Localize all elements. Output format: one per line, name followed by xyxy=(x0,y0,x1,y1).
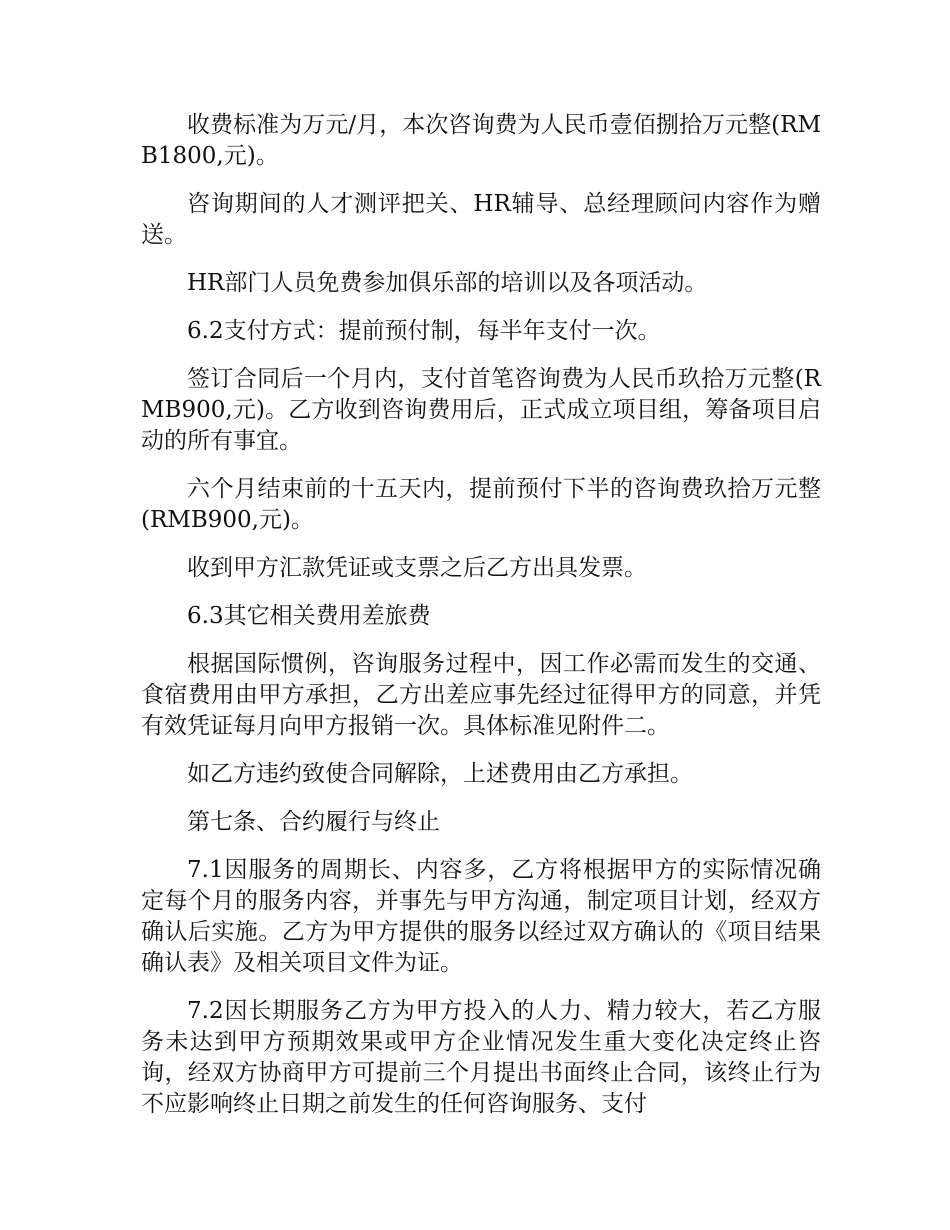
paragraph-payment-method: 6.2支付方式：提前预付制，每半年支付一次。 xyxy=(187,318,661,344)
paragraph-article-seven-heading: 第七条、合约履行与终止 xyxy=(187,809,440,835)
paragraph-hr-training: HR部门人员免费参加俱乐部的培训以及各项活动。 xyxy=(187,270,708,296)
paragraph-invoice: 收到甲方汇款凭证或支票之后乙方出具发票。 xyxy=(187,555,647,581)
paragraph-other-expenses-heading: 6.3其它相关费用差旅费 xyxy=(187,603,431,629)
paragraph-second-payment: 六个月结束前的十五天内，提前预付下半的咨询费玖拾万元整(RMB900,元)。 xyxy=(141,476,821,533)
paragraph-travel-expenses: 根据国际惯例，咨询服务过程中，因工作必需而发生的交通、食宿费用由甲方承担，乙方出差应事先经过征得甲方的同意，并凭有效凭证每月向甲方报销一次。具体标准见附件二。 xyxy=(141,651,821,739)
paragraph-clause-7-1: 7.1因服务的周期长、内容多，乙方将根据甲方的实际情况确定每个月的服务内容，并事先与甲方沟通，制定项目计划，经双方确认后实施。乙方为甲方提供的服务以经过双方确认的《项目结果确认表》及相关项目文件为证。 xyxy=(141,857,821,976)
document-body xyxy=(141,110,821,1137)
paragraph-first-payment: 签订合同后一个月内，支付首笔咨询费为人民币玖拾万元整(RMB900,元)。乙方收到咨询费用后，正式成立项目组，筹备项目启动的所有事宜。 xyxy=(141,366,821,454)
paragraph-clause-7-2: 7.2因长期服务乙方为甲方投入的人力、精力较大，若乙方服务未达到甲方预期效果或甲方企业情况发生重大变化决定终止咨询，经双方协商甲方可提前三个月提出书面终止合同，该终止行为不应影响终止日期之前发生的任何咨询服务、支付 xyxy=(141,998,821,1117)
paragraph-breach-expenses: 如乙方违约致使合同解除，上述费用由乙方承担。 xyxy=(187,761,693,787)
paragraph-fee-standard: 收费标准为万元/月，本次咨询费为人民币壹佰捌拾万元整(RMB1800,元)。 xyxy=(141,112,821,169)
paragraph-complimentary-services: 咨询期间的人才测评把关、HR辅导、总经理顾问内容作为赠送。 xyxy=(141,191,821,248)
